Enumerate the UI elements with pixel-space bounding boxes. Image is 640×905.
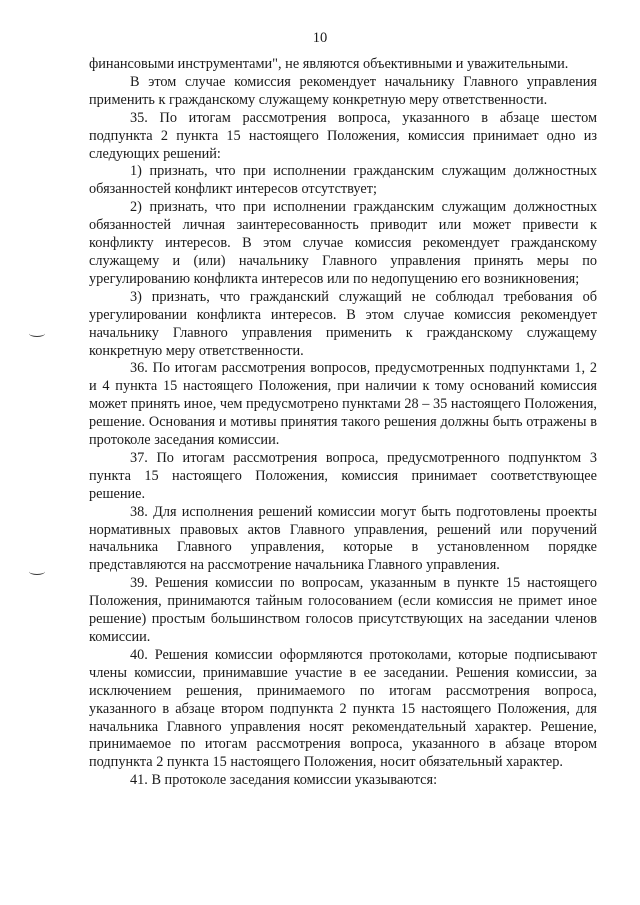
paragraph: 38. Для исполнения решений комиссии могут быть подготовлены проекты нормативных правовых актов Главного управления, решений или поручений начальника Главного управления, которые в установленном порядке представляются на рассмотрение начальника Главного управления. <box>89 503 597 574</box>
paragraph: 2) признать, что при исполнении гражданским служащим должностных обязанностей личная заинтересованность приводит или может привести к конфликту интересов. В этом случае комиссия рекомендует гражданскому служащему и (или) начальнику Главного управления принять меры по урегулированию конфликта интересов или по недопущению его возникновения; <box>89 199 597 287</box>
paragraph: 1) признать, что при исполнении гражданским служащим должностных обязанностей конфликт интересов отсутствует; <box>89 163 597 198</box>
paragraph: 36. По итогам рассмотрения вопросов, предусмотренных подпунктами 1, 2 и 4 пункта 15 настоящего Положения, при наличии к тому оснований комиссия может принять иное, чем предусмотрено пунктами 28 – 35 настоящего Положения, решение. Основания и мотивы принятия такого решения должны быть отражены в протоколе заседания комиссии. <box>89 360 597 449</box>
paragraph: 40. Решения комиссии оформляются протоколами, которые подписывают члены комиссии, принимавшие участие в ее заседании. Решения комиссии, за исключением решения, принимаемого по итогам рассмотрения вопроса, указанного в абзаце втором подпункта 2 пункта 15 настоящего Положения, для начальника Главного управления носят рекомендательный характер. Решение, принимаемое по итогам рассмотрения вопроса, указанного в абзаце втором подпункта 2 пункта 15 настоящего Положения, носит обязательный характер. <box>89 646 597 771</box>
page-number: 10 <box>312 30 328 46</box>
paragraph: В этом случае комиссия рекомендует начальнику Главного управления применить к гражданскому служащему конкретную меру ответственности. <box>89 73 597 108</box>
paragraph: 41. В протоколе заседания комиссии указываются: <box>130 772 438 789</box>
scan-artifact-mark <box>29 568 45 575</box>
paragraph: 39. Решения комиссии по вопросам, указанным в пункте 15 настоящего Положения, принимаются тайным голосованием (если комиссия не примет иное решение) простым большинством голосов присутствующих на заседании членов комиссии. <box>89 575 597 645</box>
paragraph: 35. По итогам рассмотрения вопроса, указанного в абзаце шестом подпункта 2 пункта 15 настоящего Положения, комиссия принимает одно из следующих решений: <box>89 109 597 162</box>
paragraph: 3) признать, что гражданский служащий не соблюдал требования об урегулировании конфликта интересов. В этом случае комиссия рекомендует начальнику Главного управления применить к гражданскому служащему конкретную меру ответственности. <box>89 288 597 359</box>
scan-artifact-mark <box>29 330 45 337</box>
paragraph: финансовыми инструментами", не являются объективными и уважительными. <box>89 56 569 72</box>
paragraph: 37. По итогам рассмотрения вопроса, предусмотренного подпунктом 3 пункта 15 настоящего Положения, комиссия принимает соответствующее решение. <box>89 449 597 502</box>
document-body <box>89 56 597 790</box>
